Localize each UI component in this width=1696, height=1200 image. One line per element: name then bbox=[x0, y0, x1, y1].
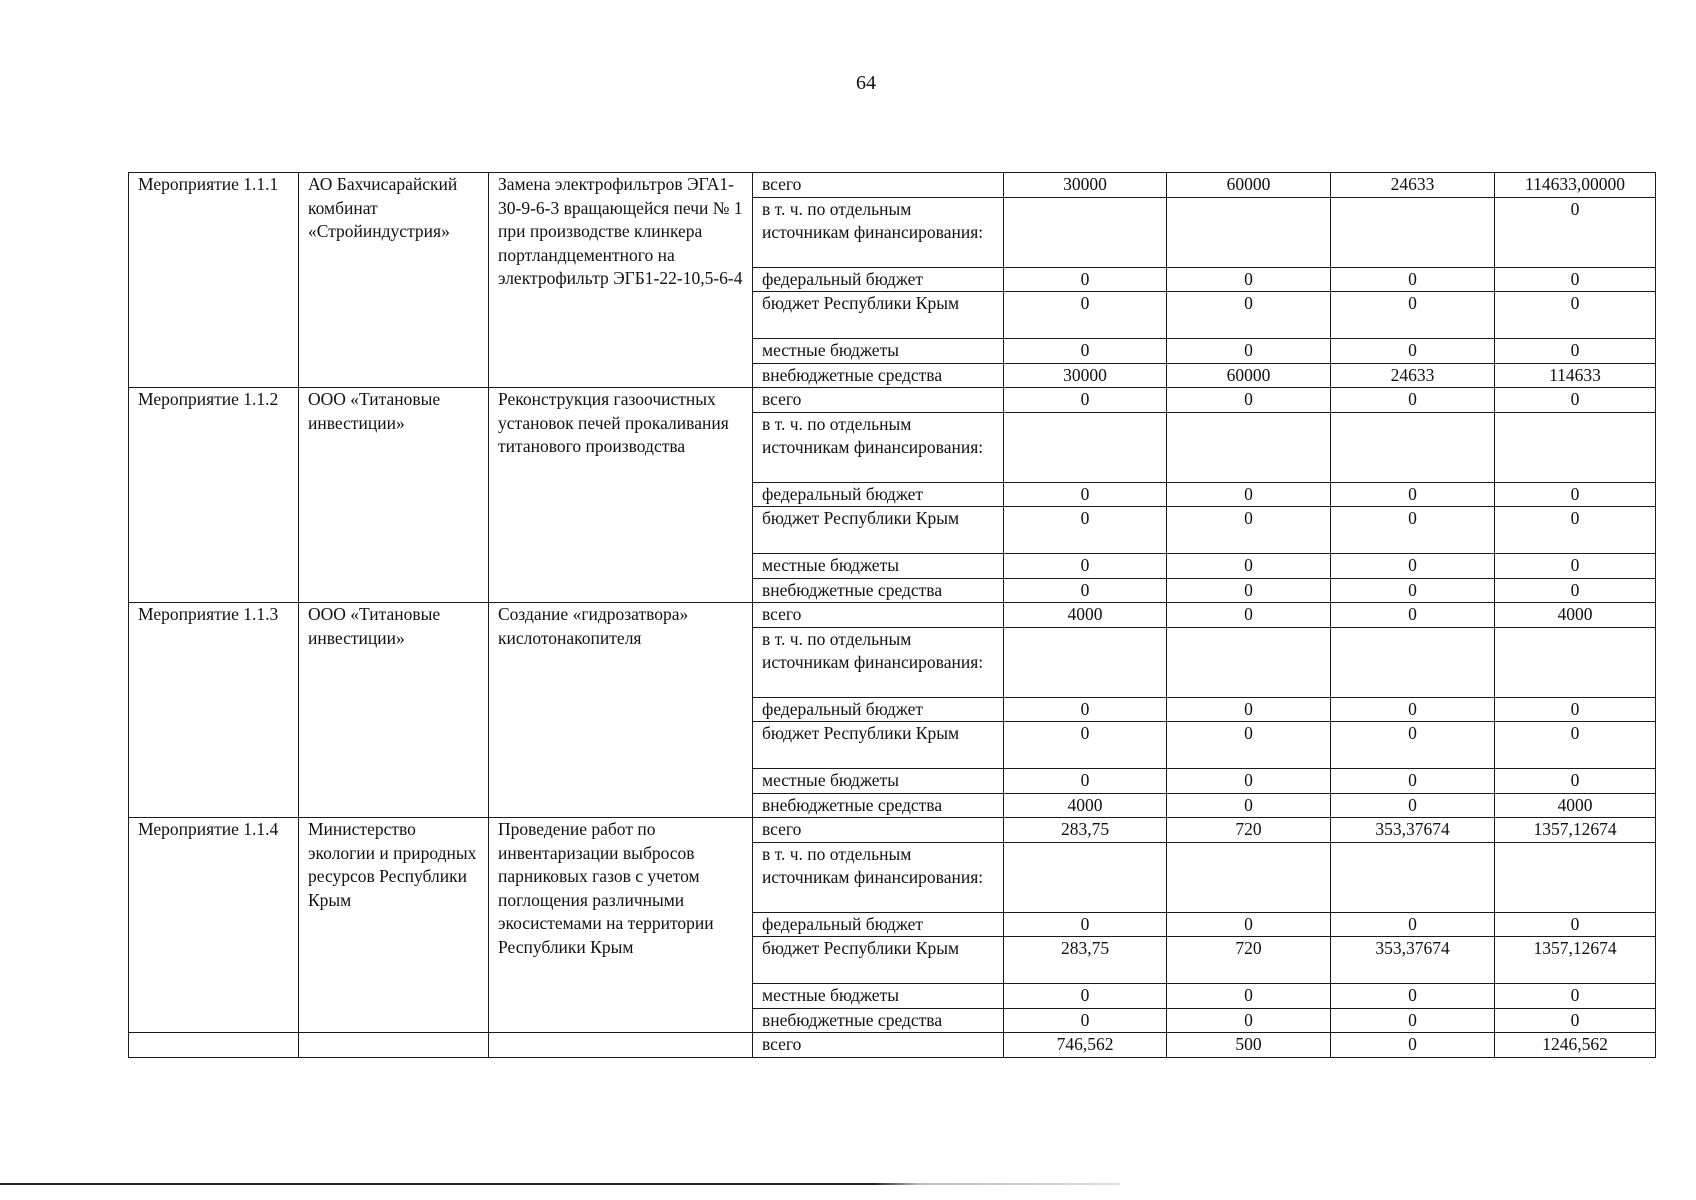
value-cell: 0 bbox=[1331, 984, 1495, 1009]
value-cell: 60000 bbox=[1167, 363, 1331, 388]
value-cell: 0 bbox=[1167, 1008, 1331, 1033]
value-cell bbox=[1331, 412, 1495, 482]
row-label-federal-budget: федеральный бюджет bbox=[753, 697, 1004, 722]
value-cell: 1357,12674 bbox=[1495, 818, 1656, 843]
value-cell: 114633,00000 bbox=[1495, 173, 1656, 198]
value-cell: 0 bbox=[1004, 388, 1167, 413]
value-cell: 0 bbox=[1004, 339, 1167, 364]
value-cell: 0 bbox=[1004, 722, 1167, 769]
value-cell: 4000 bbox=[1495, 603, 1656, 628]
value-cell: 0 bbox=[1331, 339, 1495, 364]
row-label-total: всего bbox=[753, 1033, 1004, 1058]
value-cell: 746,562 bbox=[1004, 1033, 1167, 1058]
value-cell: 0 bbox=[1495, 697, 1656, 722]
table-row bbox=[129, 818, 1656, 843]
table-body bbox=[129, 173, 1656, 1058]
value-cell: 0 bbox=[1004, 292, 1167, 339]
value-cell: 283,75 bbox=[1004, 937, 1167, 984]
value-cell bbox=[1004, 627, 1167, 697]
activity-label: Мероприятие 1.1.2 bbox=[129, 388, 299, 603]
value-cell: 0 bbox=[1167, 554, 1331, 579]
value-cell: 0 bbox=[1331, 1008, 1495, 1033]
value-cell bbox=[1167, 197, 1331, 267]
activity-label: Мероприятие 1.1.1 bbox=[129, 173, 299, 388]
activity-description: Реконструкция газоочистных установок печей прокаливания титанового производства bbox=[489, 388, 753, 603]
value-cell: 0 bbox=[1004, 984, 1167, 1009]
value-cell: 0 bbox=[1004, 267, 1167, 292]
value-cell: 24633 bbox=[1331, 173, 1495, 198]
row-label-total: всего bbox=[753, 388, 1004, 413]
value-cell: 0 bbox=[1167, 603, 1331, 628]
row-label-extra-budgetary: внебюджетные средства bbox=[753, 578, 1004, 603]
page-number: 64 bbox=[856, 72, 876, 94]
value-cell bbox=[1167, 412, 1331, 482]
row-label-by-sources: в т. ч. по отдельным источникам финансирования: bbox=[753, 627, 1004, 697]
value-cell: 1246,562 bbox=[1495, 1033, 1656, 1058]
value-cell: 0 bbox=[1495, 292, 1656, 339]
value-cell: 0 bbox=[1004, 697, 1167, 722]
value-cell: 0 bbox=[1167, 482, 1331, 507]
value-cell: 0 bbox=[1495, 197, 1656, 267]
value-cell: 0 bbox=[1167, 984, 1331, 1009]
row-label-federal-budget: федеральный бюджет bbox=[753, 267, 1004, 292]
value-cell: 0 bbox=[1495, 769, 1656, 794]
value-cell: 0 bbox=[1167, 388, 1331, 413]
value-cell: 0 bbox=[1331, 912, 1495, 937]
empty-cell bbox=[299, 1033, 489, 1058]
value-cell: 0 bbox=[1004, 507, 1167, 554]
value-cell: 353,37674 bbox=[1331, 937, 1495, 984]
value-cell bbox=[1167, 842, 1331, 912]
value-cell bbox=[1004, 842, 1167, 912]
activity-executor: Министерство экологии и природных ресурсов Республики Крым bbox=[299, 818, 489, 1033]
value-cell: 0 bbox=[1331, 1033, 1495, 1058]
row-label-republic-budget: бюджет Республики Крым bbox=[753, 937, 1004, 984]
value-cell: 0 bbox=[1495, 507, 1656, 554]
value-cell: 0 bbox=[1495, 339, 1656, 364]
value-cell bbox=[1331, 627, 1495, 697]
value-cell: 0 bbox=[1495, 912, 1656, 937]
value-cell: 0 bbox=[1331, 793, 1495, 818]
value-cell: 0 bbox=[1004, 578, 1167, 603]
activity-label: Мероприятие 1.1.3 bbox=[129, 603, 299, 818]
value-cell: 0 bbox=[1495, 482, 1656, 507]
value-cell: 0 bbox=[1331, 292, 1495, 339]
value-cell: 720 bbox=[1167, 818, 1331, 843]
value-cell: 0 bbox=[1167, 292, 1331, 339]
value-cell: 4000 bbox=[1004, 793, 1167, 818]
activity-executor: ООО «Титановые инвестиции» bbox=[299, 603, 489, 818]
value-cell: 0 bbox=[1331, 482, 1495, 507]
row-label-by-sources: в т. ч. по отдельным источникам финансирования: bbox=[753, 197, 1004, 267]
empty-cell bbox=[489, 1033, 753, 1058]
value-cell bbox=[1331, 197, 1495, 267]
value-cell bbox=[1004, 197, 1167, 267]
value-cell bbox=[1004, 412, 1167, 482]
value-cell: 0 bbox=[1004, 912, 1167, 937]
row-label-by-sources: в т. ч. по отдельным источникам финансирования: bbox=[753, 842, 1004, 912]
value-cell: 0 bbox=[1495, 578, 1656, 603]
value-cell: 4000 bbox=[1004, 603, 1167, 628]
value-cell bbox=[1495, 627, 1656, 697]
value-cell: 0 bbox=[1331, 388, 1495, 413]
row-label-by-sources: в т. ч. по отдельным источникам финансирования: bbox=[753, 412, 1004, 482]
value-cell bbox=[1495, 842, 1656, 912]
value-cell: 0 bbox=[1331, 578, 1495, 603]
value-cell bbox=[1495, 412, 1656, 482]
row-label-extra-budgetary: внебюджетные средства bbox=[753, 363, 1004, 388]
row-label-total: всего bbox=[753, 818, 1004, 843]
value-cell: 0 bbox=[1167, 769, 1331, 794]
activity-description: Создание «гидрозатвора» кислотонакопителя bbox=[489, 603, 753, 818]
row-label-extra-budgetary: внебюджетные средства bbox=[753, 1008, 1004, 1033]
table-row bbox=[129, 603, 1656, 628]
row-label-local-budgets: местные бюджеты bbox=[753, 984, 1004, 1009]
funding-table bbox=[128, 172, 1656, 1058]
value-cell: 4000 bbox=[1495, 793, 1656, 818]
value-cell: 0 bbox=[1495, 1008, 1656, 1033]
value-cell: 0 bbox=[1004, 554, 1167, 579]
value-cell: 0 bbox=[1167, 722, 1331, 769]
activity-executor: ООО «Титановые инвестиции» bbox=[299, 388, 489, 603]
activity-executor: АО Бахчисарайский комбинат «Стройиндустрия» bbox=[299, 173, 489, 388]
value-cell: 0 bbox=[1331, 554, 1495, 579]
value-cell: 1357,12674 bbox=[1495, 937, 1656, 984]
value-cell: 0 bbox=[1004, 769, 1167, 794]
table-row bbox=[129, 173, 1656, 198]
value-cell: 0 bbox=[1004, 482, 1167, 507]
value-cell: 720 bbox=[1167, 937, 1331, 984]
value-cell: 0 bbox=[1495, 388, 1656, 413]
table-row bbox=[129, 388, 1656, 413]
value-cell: 0 bbox=[1331, 603, 1495, 628]
value-cell: 60000 bbox=[1167, 173, 1331, 198]
value-cell: 0 bbox=[1167, 793, 1331, 818]
value-cell: 0 bbox=[1167, 267, 1331, 292]
row-label-republic-budget: бюджет Республики Крым bbox=[753, 292, 1004, 339]
value-cell bbox=[1167, 627, 1331, 697]
activity-description: Замена электрофильтров ЭГА1-30-9-6-3 вращающейся печи № 1 при производстве клинкера портландцементного на электрофильтр ЭГБ1-22-10,5-6-4 bbox=[489, 173, 753, 388]
row-label-federal-budget: федеральный бюджет bbox=[753, 482, 1004, 507]
row-label-local-budgets: местные бюджеты bbox=[753, 554, 1004, 579]
value-cell: 0 bbox=[1331, 722, 1495, 769]
row-label-local-budgets: местные бюджеты bbox=[753, 339, 1004, 364]
row-label-extra-budgetary: внебюджетные средства bbox=[753, 793, 1004, 818]
value-cell: 283,75 bbox=[1004, 818, 1167, 843]
value-cell: 500 bbox=[1167, 1033, 1331, 1058]
row-label-republic-budget: бюджет Республики Крым bbox=[753, 507, 1004, 554]
value-cell: 0 bbox=[1167, 697, 1331, 722]
value-cell: 0 bbox=[1331, 769, 1495, 794]
activity-label: Мероприятие 1.1.4 bbox=[129, 818, 299, 1033]
value-cell: 0 bbox=[1331, 267, 1495, 292]
value-cell: 353,37674 bbox=[1331, 818, 1495, 843]
value-cell: 0 bbox=[1167, 507, 1331, 554]
value-cell: 0 bbox=[1495, 267, 1656, 292]
value-cell: 0 bbox=[1004, 1008, 1167, 1033]
value-cell: 0 bbox=[1167, 339, 1331, 364]
empty-cell bbox=[129, 1033, 299, 1058]
value-cell: 30000 bbox=[1004, 173, 1167, 198]
value-cell: 0 bbox=[1167, 578, 1331, 603]
row-label-federal-budget: федеральный бюджет bbox=[753, 912, 1004, 937]
value-cell: 0 bbox=[1331, 507, 1495, 554]
value-cell: 0 bbox=[1495, 984, 1656, 1009]
activity-description: Проведение работ по инвентаризации выбросов парниковых газов с учетом поглощения различными экосистемами на территории Республики Крым bbox=[489, 818, 753, 1033]
footer-rule bbox=[0, 1183, 1120, 1185]
row-label-total: всего bbox=[753, 173, 1004, 198]
total-row bbox=[129, 1033, 1656, 1058]
row-label-local-budgets: местные бюджеты bbox=[753, 769, 1004, 794]
value-cell: 114633 bbox=[1495, 363, 1656, 388]
value-cell: 0 bbox=[1331, 697, 1495, 722]
value-cell: 24633 bbox=[1331, 363, 1495, 388]
value-cell bbox=[1331, 842, 1495, 912]
value-cell: 30000 bbox=[1004, 363, 1167, 388]
value-cell: 0 bbox=[1495, 554, 1656, 579]
row-label-republic-budget: бюджет Республики Крым bbox=[753, 722, 1004, 769]
value-cell: 0 bbox=[1167, 912, 1331, 937]
value-cell: 0 bbox=[1495, 722, 1656, 769]
row-label-total: всего bbox=[753, 603, 1004, 628]
